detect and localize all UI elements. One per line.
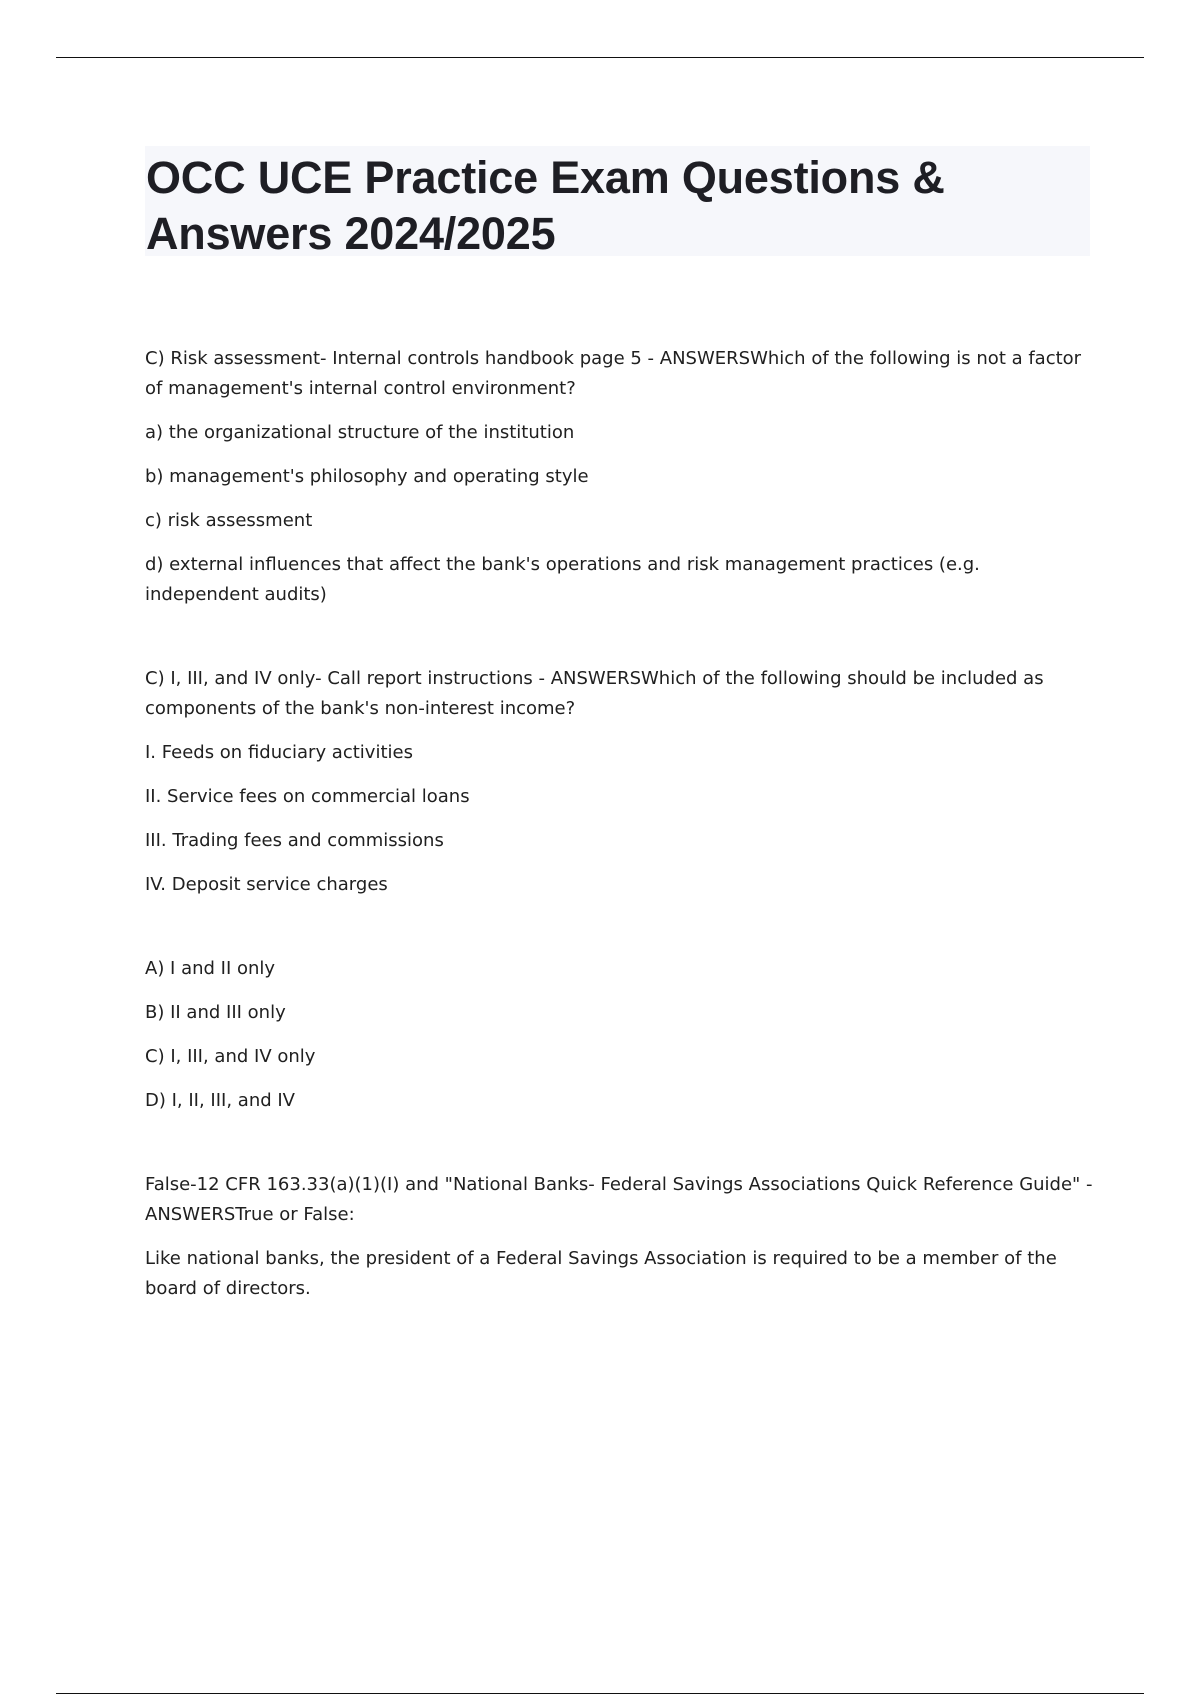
question-2-choice-c: C) I, III, and IV only xyxy=(145,1046,316,1067)
question-2-choice-d: D) I, II, III, and IV xyxy=(145,1090,295,1111)
question-2-item-3: III. Trading fees and commissions xyxy=(145,830,444,851)
question-2-item-1: I. Feeds on fiduciary activities xyxy=(145,742,413,763)
question-2-item-4: IV. Deposit service charges xyxy=(145,874,388,895)
question-2-choice-b: B) II and III only xyxy=(145,1002,286,1023)
question-2 xyxy=(145,664,1095,1116)
question-2-prompt: C) I, III, and IV only- Call report instructions - ANSWERSWhich of the following should be included as components of the bank's non-interest income? xyxy=(145,668,1044,719)
spacer xyxy=(145,914,1095,954)
title-block xyxy=(145,146,1090,259)
spacer xyxy=(145,624,1095,664)
question-1-option-a: a) the organizational structure of the institution xyxy=(145,422,575,443)
bottom-rule xyxy=(56,1693,1144,1694)
question-1 xyxy=(145,344,1095,610)
top-rule xyxy=(56,57,1144,58)
question-3-prompt: False-12 CFR 163.33(a)(1)(I) and "National Banks- Federal Savings Associations Quick Reference Guide" - ANSWERSTrue or False: xyxy=(145,1174,1093,1225)
question-3-statement: Like national banks, the president of a Federal Savings Association is required to be a member of the board of directors. xyxy=(145,1248,1057,1299)
spacer xyxy=(145,1130,1095,1170)
document-title: OCC UCE Practice Exam Questions & Answers 2024/2025 xyxy=(146,152,945,259)
question-2-item-2: II. Service fees on commercial loans xyxy=(145,786,470,807)
question-1-option-d: d) external influences that affect the bank's operations and risk management practices (e.g. independent audits) xyxy=(145,554,980,605)
question-2-choice-a: A) I and II only xyxy=(145,958,276,979)
question-1-option-c: c) risk assessment xyxy=(145,510,313,531)
document-body xyxy=(145,344,1095,1318)
question-3 xyxy=(145,1170,1095,1304)
question-1-option-b: b) management's philosophy and operating style xyxy=(145,466,589,487)
question-1-prompt: C) Risk assessment- Internal controls handbook page 5 - ANSWERSWhich of the following is not a factor of management's internal control environment? xyxy=(145,348,1082,399)
